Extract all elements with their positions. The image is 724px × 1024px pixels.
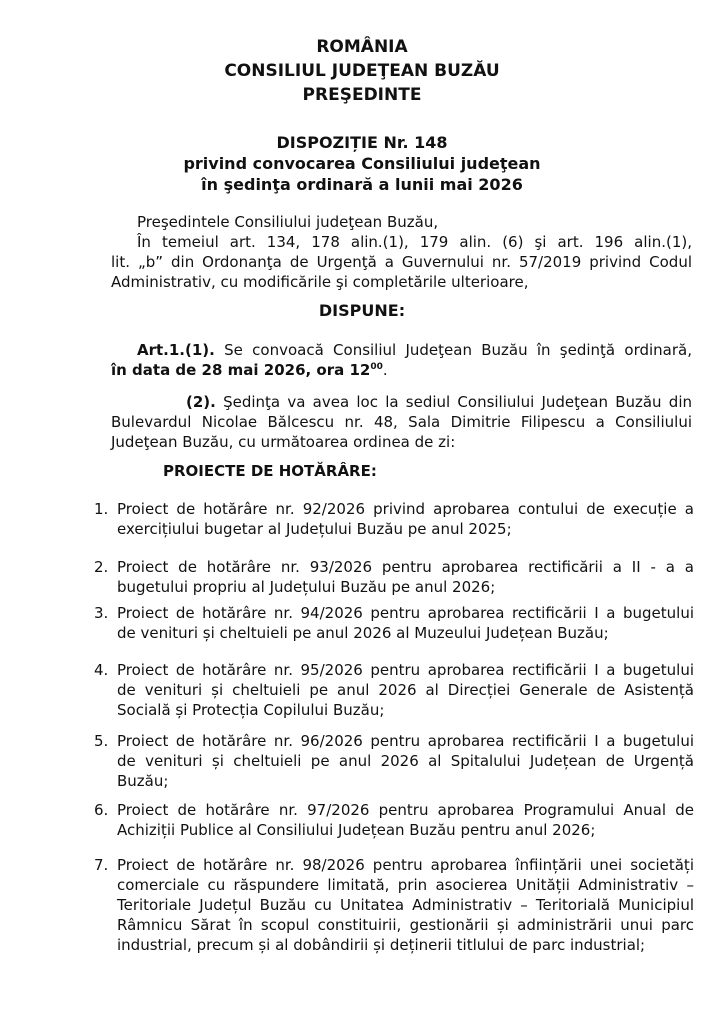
article-text: Se convoacă Consiliul Judeţean Buzău în şedinţă ordinară, bbox=[214, 341, 692, 359]
agenda-item-number: 6. bbox=[94, 801, 109, 819]
article-1-line bbox=[111, 360, 692, 380]
agenda-item-line: Proiect de hotărâre nr. 96/2026 pentru aprobarea rectificării I a bugetului bbox=[117, 732, 694, 750]
preamble-line: lit. „b” din Ordonanţa de Urgenţă a Guvernului nr. 57/2019 privind Codul bbox=[111, 253, 692, 271]
agenda-item-text bbox=[117, 603, 694, 643]
preamble-line: Administrativ, cu modificările şi completările ulterioare, bbox=[111, 273, 529, 291]
agenda-item-line: de venituri și cheltuieli pe anul 2026 al Spitalului Județean de Urgență bbox=[117, 752, 694, 770]
article-1-paragraph-2 bbox=[111, 392, 692, 452]
agenda-item-text bbox=[117, 499, 694, 539]
agenda-item bbox=[94, 800, 694, 840]
paragraph-text: Şedinţa va avea loc la sediul Consiliului Judeţean Buzău din bbox=[215, 393, 692, 411]
agenda-item-line: bugetului propriu al Județului Buzău pe anul 2026; bbox=[117, 578, 496, 596]
agenda-item-text bbox=[117, 731, 694, 791]
agenda-item bbox=[94, 660, 694, 720]
agenda-item-text bbox=[117, 660, 694, 720]
agenda-item-number: 1. bbox=[94, 500, 109, 518]
article-1-line bbox=[111, 340, 692, 360]
disposition-subject-line2: în şedinţa ordinară a lunii mai 2026 bbox=[201, 175, 523, 194]
agenda-item bbox=[94, 557, 694, 597]
agenda-item-number: 2. bbox=[94, 558, 109, 576]
agenda-item-line: Proiect de hotărâre nr. 95/2026 pentru aprobarea rectificării I a bugetului bbox=[117, 661, 694, 679]
agenda-item-text bbox=[117, 557, 694, 597]
disposition-number: DISPOZIȚIE Nr. 148 bbox=[276, 133, 448, 152]
agenda-item bbox=[94, 731, 694, 791]
article-1-paragraph-1 bbox=[111, 340, 692, 380]
section-title: PROIECTE DE HOTĂRÂRE: bbox=[163, 462, 377, 480]
disposition-subject-line1: privind convocarea Consiliului judeţean bbox=[183, 154, 541, 173]
agenda-item bbox=[94, 855, 694, 955]
meeting-date: în data de 28 mai 2026, ora 12 bbox=[111, 361, 371, 379]
preamble-line: Preşedintele Consiliului judeţean Buzău, bbox=[137, 213, 439, 231]
agenda-item-number: 4. bbox=[94, 661, 109, 679]
agenda-item-line: industrial, precum și al dobândirii și deținerii titlului de parc industrial; bbox=[117, 936, 646, 954]
agenda-item bbox=[94, 499, 694, 539]
agenda-item-line: Râmnicu Sărat în scopul constituirii, gestionării și administrării unui parc bbox=[117, 916, 694, 934]
agenda-item-line: de venituri și cheltuieli pe anul 2026 al Direcției Generale de Asistență bbox=[117, 681, 694, 699]
dispune-heading: DISPUNE: bbox=[318, 301, 406, 320]
article-2-line: Judeţean Buzău, cu următoarea ordinea de zi: bbox=[111, 433, 456, 451]
agenda-item-line: Achiziții Publice al Consiliului Județean Buzău pentru anul 2026; bbox=[117, 821, 596, 839]
agenda-item-line: Proiect de hotărâre nr. 94/2026 pentru aprobarea rectificării I a bugetului bbox=[117, 604, 694, 622]
agenda-item-text bbox=[117, 855, 694, 955]
agenda-item-line: exercițiului bugetar al Județului Buzău pe anul 2025; bbox=[117, 520, 512, 538]
agenda-item-number: 5. bbox=[94, 732, 109, 750]
preamble-line: În temeiul art. 134, 178 alin.(1), 179 alin. (6) şi art. 196 alin.(1), bbox=[137, 233, 692, 251]
agenda-item-text bbox=[117, 800, 694, 840]
header-institution: CONSILIUL JUDEŢEAN BUZĂU bbox=[224, 61, 500, 81]
agenda-item-line: de venituri și cheltuieli pe anul 2026 al Muzeului Județean Buzău; bbox=[117, 624, 609, 642]
preamble bbox=[111, 212, 692, 292]
agenda-item-line: Proiect de hotărâre nr. 92/2026 privind aprobarea contului de execuție a bbox=[117, 500, 694, 518]
header-office: PREŞEDINTE bbox=[302, 85, 422, 105]
paragraph-label: (2). bbox=[186, 393, 216, 411]
agenda-item-number: 7. bbox=[94, 856, 109, 874]
header-country: ROMÂNIA bbox=[316, 37, 408, 57]
agenda-item bbox=[94, 603, 694, 643]
agenda-item-number: 3. bbox=[94, 604, 109, 622]
meeting-time-minutes: 00 bbox=[370, 362, 383, 372]
agenda-item-line: Proiect de hotărâre nr. 97/2026 pentru aprobarea Programului Anual de bbox=[117, 801, 694, 819]
agenda-item-line: Proiect de hotărâre nr. 98/2026 pentru aprobarea înființării unei societăți bbox=[117, 856, 694, 874]
article-2-line: Bulevardul Nicolae Bălcescu nr. 48, Sala Dimitrie Filipescu a Consiliului bbox=[111, 413, 692, 431]
agenda-item-line: Socială și Protecția Copilului Buzău; bbox=[117, 701, 385, 719]
agenda-item-line: Proiect de hotărâre nr. 93/2026 pentru aprobarea rectificării a II - a a bbox=[117, 558, 694, 576]
agenda-item-line: Buzău; bbox=[117, 772, 169, 790]
article-label: Art.1.(1). bbox=[137, 341, 215, 359]
article-end: . bbox=[382, 361, 388, 379]
agenda-item-line: comerciale cu răspundere limitată, prin asocierea Unității Administrativ – bbox=[117, 876, 694, 894]
agenda-item-line: Teritoriale Județul Buzău cu Unitatea Administrativ – Teritorială Municipiul bbox=[117, 896, 694, 914]
article-2-line bbox=[111, 392, 692, 412]
